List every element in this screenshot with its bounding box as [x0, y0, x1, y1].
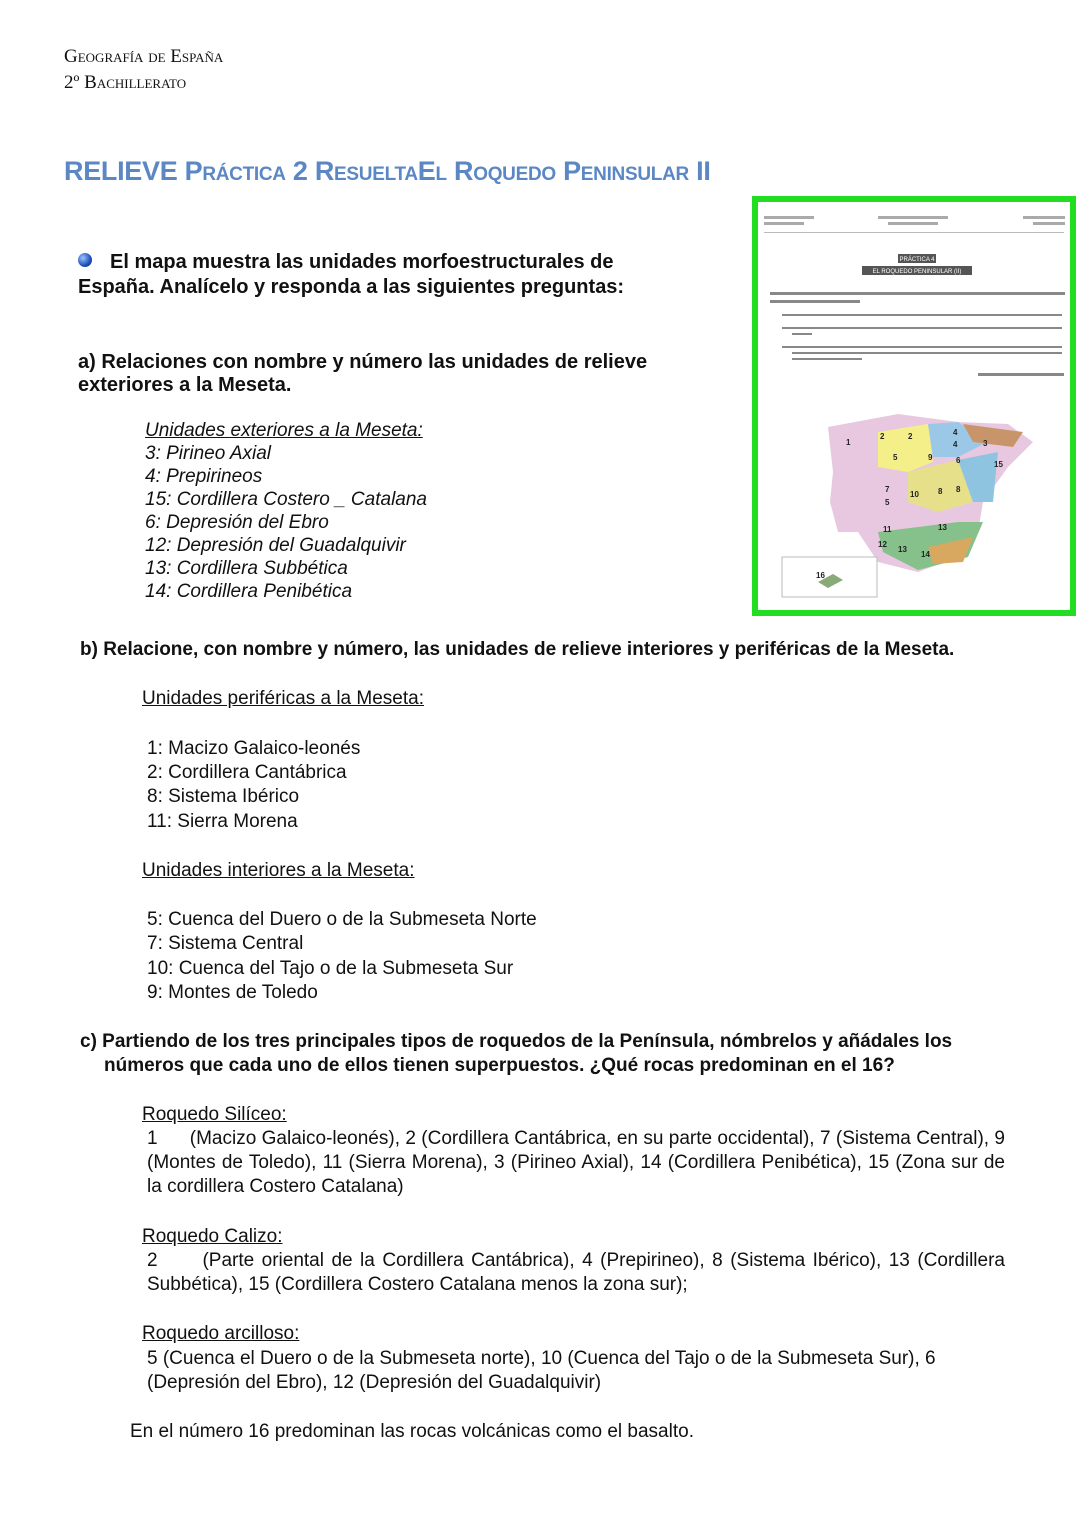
worksheet-thumbnail	[752, 196, 1076, 616]
map-label: 6	[956, 456, 961, 465]
list-item: 5: Cuenca del Duero o de la Submeseta Norte	[147, 909, 537, 930]
siliceo-heading: Roquedo Silíceo:	[142, 1104, 287, 1125]
list-item: 12: Depresión del Guadalquivir	[145, 535, 406, 556]
map-label: 10	[910, 490, 919, 499]
question-a-line-1: a) Relaciones con nombre y número las unidades de relieve	[78, 351, 648, 373]
list-item: 7: Sistema Central	[147, 933, 304, 954]
question-c-line-2: números que cada uno de ellos tienen superpuestos. ¿Qué rocas predominan en el 16?	[104, 1055, 895, 1076]
list-item: 3: Pirineo Axial	[145, 443, 272, 464]
bullet-icon	[78, 253, 92, 267]
worksheet-image	[758, 202, 1070, 610]
map-label: 4	[953, 428, 958, 437]
question-c-line-1: c) Partiendo de los tres principales tipos de roquedos de la Península, nómbrelos y añádales los	[80, 1031, 953, 1052]
map-label: 16	[816, 571, 825, 580]
list-item: 10: Cuenca del Tajo o de la Submeseta Sur	[147, 958, 514, 979]
map-label: 7	[885, 485, 890, 494]
map-label: 5	[885, 498, 890, 507]
thumb-heading: PRÁCTICA 4	[899, 257, 935, 263]
map-label: 13	[898, 545, 907, 554]
list-item: 2: Cordillera Cantábrica	[147, 762, 347, 783]
map-label: 11	[883, 525, 892, 534]
intro-line-1: El mapa muestra las unidades morfoestructurales de	[110, 251, 614, 273]
map-label: 5	[893, 453, 898, 462]
map-label: 9	[928, 453, 933, 462]
map-label: 13	[938, 523, 947, 532]
map-label: 8	[938, 487, 943, 496]
arcilloso-text: 5 (Cuenca el Duero o de la Submeseta norte), 10 (Cuenca del Tajo o de la Submeseta Sur), 6 (Depresión del Ebro), 12 (Depresión del Guadalquivir)	[147, 1348, 936, 1393]
peripheral-heading: Unidades periféricas a la Meseta:	[142, 688, 424, 709]
map-label: 3	[983, 439, 988, 448]
map-label: 14	[921, 550, 930, 559]
map-label: 2	[880, 432, 885, 441]
list-item: 8: Sistema Ibérico	[147, 786, 300, 807]
siliceo-text: 1 (Macizo Galaico-leonés), 2 (Cordillera Cantábrica, en su parte occidental), 7 (Sistema Central), 9 (Montes de Toledo), 11 (Sierra Morena), 3 (Pirineo Axial), 14 (Cordillera Penibética), 15 (Zona sur de la cordillera Costero Catalana)	[147, 1128, 1011, 1197]
conclusion: En el número 16 predominan las rocas volcánicas como el basalto.	[130, 1421, 694, 1442]
list-item: 14: Cordillera Penibética	[145, 581, 353, 602]
interior-heading: Unidades interiores a la Meseta:	[142, 860, 415, 881]
list-item: 1: Macizo Galaico-leonés	[147, 738, 361, 759]
header-subject: Geografía de España	[64, 46, 224, 67]
intro-line-2: España. Analícelo y responda a las siguientes preguntas:	[78, 276, 625, 298]
list-item: 4: Prepirineos	[145, 466, 263, 487]
page-title: RELIEVE Práctica 2 ResueltaEl Roquedo Peninsular II	[64, 156, 711, 186]
calizo-text: 2 (Parte oriental de la Cordillera Cantábrica), 4 (Prepirineo), 8 (Sistema Ibérico), 13 (Cordillera Subbética), 15 (Cordillera Costero Catalana menos la zona sur);	[147, 1250, 1011, 1295]
map-label: 2	[908, 432, 913, 441]
map-label: 1	[846, 438, 851, 447]
exterior-heading: Unidades exteriores a la Meseta:	[145, 420, 423, 441]
map-label: 8	[956, 485, 961, 494]
map-label: 12	[878, 540, 887, 549]
calizo-heading: Roquedo Calizo:	[142, 1226, 283, 1247]
header-course: 2º Bachillerato	[64, 72, 187, 93]
list-item: 13: Cordillera Subbética	[145, 558, 348, 579]
map-label: 15	[994, 460, 1003, 469]
question-a-line-2: exteriores a la Meseta.	[78, 374, 292, 396]
list-item: 6: Depresión del Ebro	[145, 512, 329, 533]
map-label: 4	[953, 440, 958, 449]
list-item: 9: Montes de Toledo	[147, 982, 318, 1003]
thumb-subheading: EL ROQUEDO PENINSULAR (II)	[872, 269, 962, 275]
question-b: b) Relacione, con nombre y número, las unidades de relieve interiores y periféricas de la Meseta.	[80, 639, 955, 660]
list-item: 15: Cordillera Costero _ Catalana	[145, 489, 427, 510]
list-item: 11: Sierra Morena	[147, 811, 298, 832]
arcilloso-heading: Roquedo arcilloso:	[142, 1323, 300, 1344]
